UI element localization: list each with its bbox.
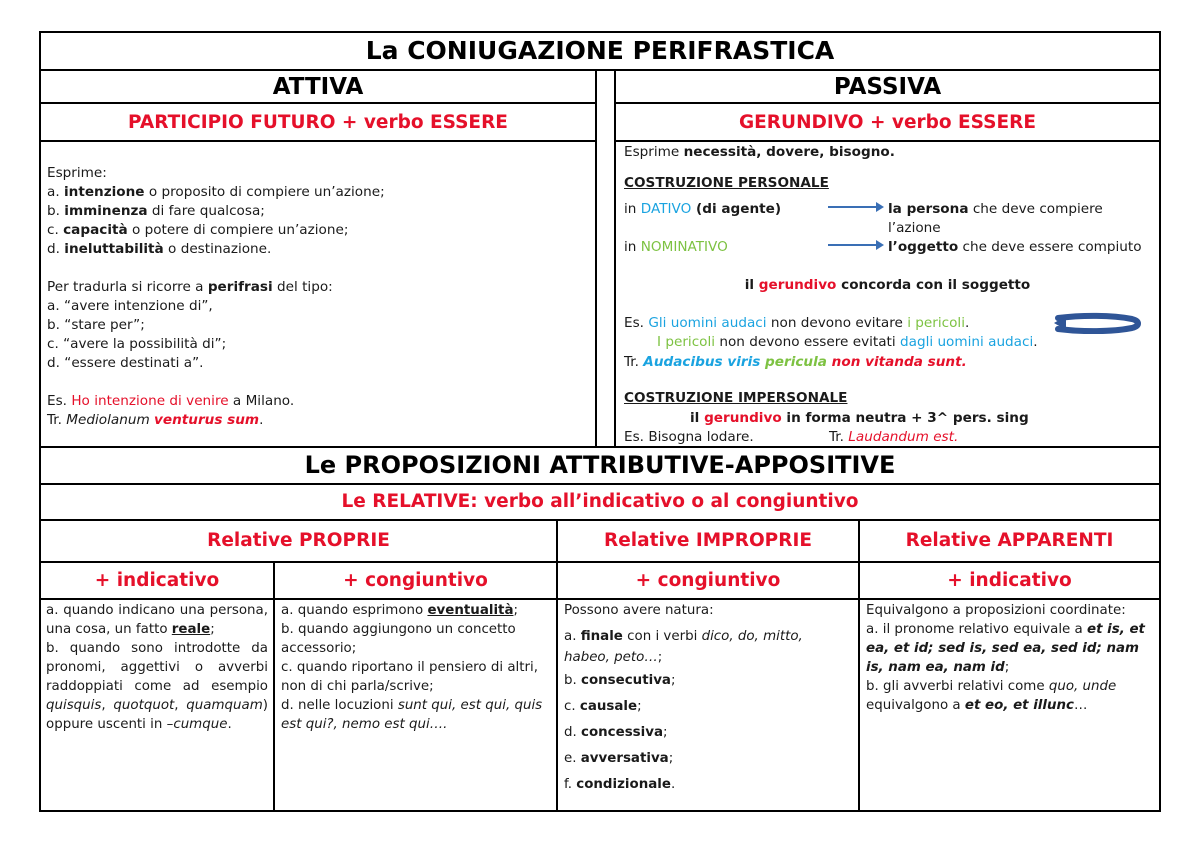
improprie-intro: Possono avere natura:	[564, 603, 714, 618]
attiva-item-d	[47, 240, 587, 259]
personal-construction-title: COSTRUZIONE PERSONALE	[624, 175, 829, 191]
item-rest: o proposito di compiere un’azione;	[144, 184, 385, 200]
rule-under-sub-right	[615, 140, 1161, 142]
text-red: Ho intenzione di venire	[71, 393, 229, 409]
text-red: gerundivo	[758, 277, 837, 293]
item-bold: imminenza	[64, 203, 148, 219]
text: concorda con il soggetto	[836, 277, 1031, 293]
text: ;	[663, 725, 668, 740]
item-rest: o potere di compiere un’azione;	[127, 222, 349, 238]
text-italic: quotquot	[113, 698, 175, 713]
improprie-item-a	[564, 626, 852, 668]
divider-ind-cong	[273, 561, 275, 812]
text-bold: concessiva	[581, 725, 664, 740]
indicativo-item-b	[46, 639, 268, 734]
improprie-item-f	[564, 772, 852, 798]
improprie-item-c	[564, 694, 852, 720]
impersonal-translation	[829, 428, 958, 447]
text-italic: sunt qui, est qui, quis est qui?, nemo est qui….	[281, 698, 543, 732]
text-green: pericula	[760, 354, 827, 370]
concorda-line	[616, 276, 1159, 295]
text: equivalgono a	[866, 698, 965, 713]
text: ) oppure uscenti in –	[46, 698, 269, 732]
congiuntivo-item-d	[281, 696, 551, 734]
text-bold: (di agente)	[691, 201, 782, 217]
main-title: La CONIUGAZIONE PERIFRASTICA	[365, 36, 835, 65]
text-italic: quo, unde	[1048, 679, 1117, 694]
border-bottom	[39, 810, 1161, 812]
relative-proprie-header: Relative PROPRIE	[207, 530, 390, 551]
attiva-subtitle: PARTICIPIO FUTURO + verbo ESSERE	[128, 112, 508, 133]
impersonal-rule	[690, 409, 1155, 428]
relative-subtitle: Le RELATIVE: verbo all’indicativo o al congiuntivo	[341, 491, 859, 512]
text: b. gli avverbi relativi come	[866, 679, 1049, 694]
text: .	[670, 777, 676, 792]
text: non devono essere evitati	[715, 334, 900, 350]
text-bold-italic: et is, et ea, et id; sed is, sed ea, sed id; nam is, nam ea, nam id	[866, 622, 1145, 675]
text: f.	[564, 777, 577, 792]
congiuntivo-item-c: c. quando riportano il pensiero di altri, non di chi parla/scrive;	[281, 660, 538, 694]
mood-indicativo-1: + indicativo	[94, 570, 220, 591]
congiuntivo-item-b: b. quando aggiungono un concetto accessorio;	[281, 622, 516, 656]
text-bold-italic: et eo, et illunc	[964, 698, 1074, 713]
text: a.	[564, 629, 581, 644]
text: in	[624, 201, 641, 217]
item-prefix: d.	[47, 241, 65, 257]
text: con i verbi	[622, 629, 702, 644]
text-bold: reale	[171, 622, 211, 637]
border-left	[39, 31, 41, 812]
perifrasi-a: a. “avere intenzione di”,	[47, 298, 213, 314]
text-bold: perifrasi	[207, 279, 273, 295]
text: Es.	[47, 393, 72, 409]
text-italic: cumque	[173, 717, 228, 732]
attiva-example	[47, 392, 587, 411]
text: non devono evitare	[766, 315, 908, 331]
text: .	[259, 412, 264, 428]
text-green: I pericoli	[657, 334, 716, 350]
text: Tr.	[624, 354, 644, 370]
item-bold: ineluttabilità	[64, 241, 164, 257]
rule-under-moods	[39, 598, 1161, 600]
text-bold: condizionale	[576, 777, 671, 792]
border-right	[1159, 31, 1161, 812]
item-rest: o destinazione.	[163, 241, 272, 257]
passiva-esprime	[624, 143, 1154, 162]
text: ;	[1004, 660, 1010, 675]
passiva-title: PASSIVA	[833, 74, 942, 100]
text: il	[744, 277, 759, 293]
text: del tipo:	[272, 279, 333, 295]
text: ;	[637, 699, 642, 714]
text: ,	[101, 698, 114, 713]
text: a Milano.	[228, 393, 295, 409]
text: ;	[210, 622, 215, 637]
nominativo-result	[888, 238, 1153, 257]
text-blue: dagli uomini audaci	[899, 334, 1034, 350]
text-italic: dico, do, mitto, habeo, peto…	[564, 629, 803, 665]
divider-left	[595, 69, 597, 447]
passiva-translation	[624, 353, 1159, 372]
text: Tr.	[47, 412, 67, 428]
apparenti-intro: Equivalgono a proposizioni coordinate:	[866, 603, 1126, 618]
highlight-arrow-icon	[1052, 312, 1142, 334]
text-bold: eventualità	[427, 603, 514, 618]
perifrasi-d: d. “essere destinati a”.	[47, 355, 204, 371]
text: ;	[657, 650, 663, 665]
perifrasi-b: b. “stare per”;	[47, 317, 145, 333]
text-blue: Audacibus viris	[643, 354, 761, 370]
text: Tr.	[829, 429, 849, 445]
text-bold: necessità, dovere, bisogno.	[683, 144, 895, 160]
col-congiuntivo-body	[281, 601, 551, 734]
text-blue: DATIVO	[640, 201, 692, 217]
text: .	[227, 717, 232, 732]
text: in	[624, 239, 641, 255]
mood-indicativo-2: + indicativo	[947, 570, 1072, 591]
indicativo-item-a	[46, 601, 268, 639]
text-bold: consecutiva	[581, 673, 671, 688]
section2-title: Le PROPOSIZIONI ATTRIBUTIVE-APPOSITIVE	[304, 451, 896, 479]
item-bold: capacità	[63, 222, 128, 238]
attiva-tradurla	[47, 278, 587, 297]
item-bold: intenzione	[63, 184, 145, 200]
rule-under-sub-left	[39, 140, 596, 142]
text: ;	[668, 751, 674, 766]
item-prefix: c.	[47, 222, 64, 238]
text-bold: avversativa	[580, 751, 669, 766]
text: che deve compiere l’azione	[888, 201, 1103, 236]
text: il	[690, 410, 705, 426]
arrow-right-icon	[826, 238, 886, 252]
text-red: non vitanda sunt.	[826, 354, 967, 370]
dativo-result	[888, 200, 1153, 238]
text-green: NOMINATIVO	[640, 239, 728, 255]
text: ;	[513, 603, 518, 618]
col-improprie-body	[564, 601, 852, 798]
text-red: gerundivo	[704, 410, 782, 426]
text: e.	[564, 751, 581, 766]
text: d. nelle locuzioni	[281, 698, 398, 713]
text-red: venturus sum	[154, 412, 260, 428]
arrow-right-icon	[826, 200, 886, 214]
mood-congiuntivo-1: + congiuntivo	[343, 570, 488, 591]
text: a. il pronome relativo equivale a	[866, 622, 1088, 637]
improprie-item-d	[564, 720, 852, 746]
impersonal-construction-title: COSTRUZIONE IMPERSONALE	[624, 390, 848, 406]
perifrasi-c: c. “avere la possibilità di”;	[47, 336, 227, 352]
col-apparenti-body	[866, 601, 1154, 715]
text: in forma neutra + 3^ pers. sing	[781, 410, 1029, 426]
text: …	[1073, 698, 1088, 713]
dativo-label	[624, 200, 781, 219]
attiva-body	[47, 164, 587, 430]
text: c.	[564, 699, 580, 714]
mood-congiuntivo-2: + congiuntivo	[635, 570, 781, 591]
text-blue: Gli uomini audaci	[648, 315, 767, 331]
text-green: i pericoli	[907, 315, 965, 331]
attiva-item-b	[47, 202, 587, 221]
text-italic: Mediolanum	[66, 412, 155, 428]
improprie-item-e	[564, 746, 852, 772]
apparenti-item-b	[866, 677, 1154, 715]
text-bold: l’oggetto	[888, 239, 959, 255]
improprie-item-b	[564, 668, 852, 694]
nominativo-label	[624, 238, 728, 257]
passiva-subtitle: GERUNDIVO + verbo ESSERE	[738, 112, 1036, 133]
text-bold: la persona	[888, 201, 969, 217]
text-italic: quisquis	[46, 698, 102, 713]
text: che deve essere compiuto	[958, 239, 1142, 255]
relative-apparenti-header: Relative APPARENTI	[905, 530, 1114, 551]
item-prefix: b.	[47, 203, 65, 219]
congiuntivo-item-a	[281, 601, 551, 620]
impersonal-example: Es. Bisogna lodare.	[624, 429, 754, 445]
attiva-item-a	[47, 183, 587, 202]
text: a. quando indicano una persona, una cosa, un fatto	[46, 603, 268, 637]
text: b.	[564, 673, 582, 688]
text: d.	[564, 725, 582, 740]
text: b. quando sono introdotte da pronomi, aggettivi o avverbi raddoppiati come ad esempio	[46, 641, 268, 694]
text: a. quando esprimono	[281, 603, 428, 618]
text: Per tradurla si ricorre a	[47, 279, 208, 295]
text: Es.	[624, 315, 649, 331]
attiva-translation	[47, 411, 587, 430]
text: ,	[174, 698, 187, 713]
relative-improprie-header: Relative IMPROPRIE	[604, 530, 812, 551]
attiva-item-c	[47, 221, 587, 240]
item-rest: di fare qualcosa;	[147, 203, 265, 219]
item-prefix: a.	[47, 184, 64, 200]
text: .	[1033, 334, 1038, 350]
text-red: Laudandum est.	[848, 429, 959, 445]
text-bold: causale	[579, 699, 638, 714]
text: ;	[670, 673, 676, 688]
text-bold: finale	[580, 629, 623, 644]
text-italic: quamquam	[186, 698, 263, 713]
col-indicativo-body	[46, 601, 268, 734]
text: .	[965, 315, 970, 331]
passiva-example-2	[657, 333, 1157, 352]
text: Esprime	[624, 144, 684, 160]
attiva-title: ATTIVA	[272, 74, 364, 100]
attiva-esprime: Esprime:	[47, 165, 107, 181]
apparenti-item-a	[866, 620, 1154, 677]
